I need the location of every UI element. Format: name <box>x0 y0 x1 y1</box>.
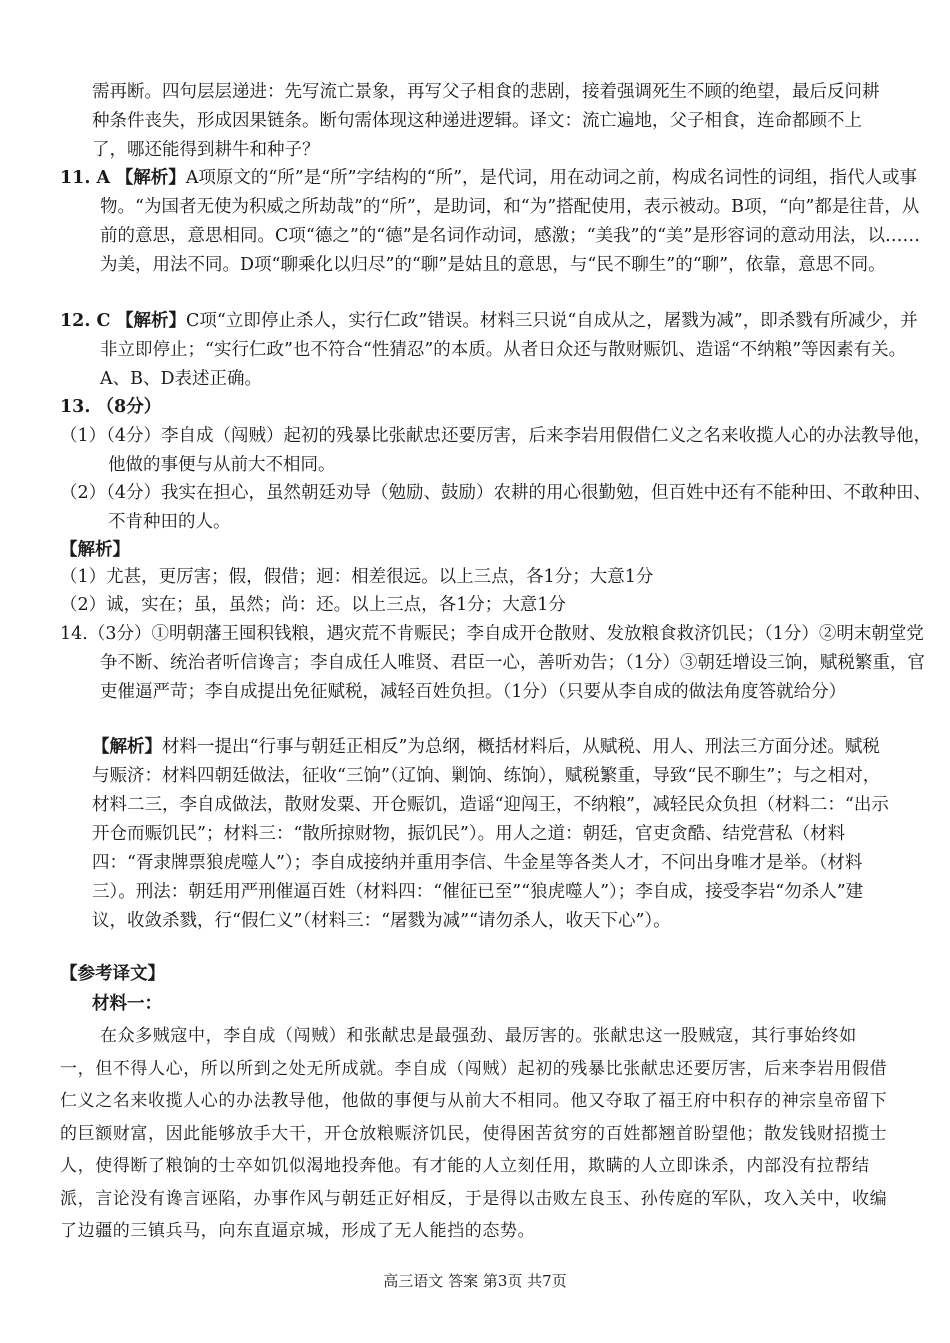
q11-number: 11. A <box>60 168 111 188</box>
q11-analysis: A项原文的“所”是“所”字结构的“所”，是代词，用在动词之前，构成名词性的词组，指代人或事物。“为国者无使为积威之所劫哉”的“所”，是助词，和“为”搭配使用，表示被动。B项，“向”都是往昔，从前的意思，意思相同。C项“德之”的“德”是名词作动词，感激；“美我”的“美”是形容词的意动用法，以……为美，用法不同。D项“聊乘化以归尽”的“聊”是姑且的意思，与“民不聊生”的“聊”，依靠，意思不同。 <box>100 168 920 275</box>
q14-analysis-tag: 【解析】 <box>92 737 162 757</box>
q12-number: 12. C <box>60 311 111 331</box>
q12-answer <box>60 307 930 394</box>
reference-translation-tag: 【参考译文】 <box>60 964 165 984</box>
material-1-heading: 材料一： <box>92 994 162 1014</box>
q14-answer: 14.（3分）①明朝藩王囤积钱粮，遇灾荒不肯赈民；李自成开仓散财、发放粮食救济饥民；（1分）②明末朝堂党争不断、统治者听信谗言；李自成任人唯贤、君臣一心，善听劝告；（1分）③朝廷增设三饷，赋税繁重，官吏催逼严苛；李自成提出免征赋税，减轻百姓负担。（1分）（只要从李自成的做法角度答就给分） <box>60 624 925 702</box>
q13-answer-1: （1）（4分）李自成（闯贼）起初的残暴比张献忠还要厉害，后来李岩用假借仁义之名来收揽人心的办法教导他，他做的事便与从前大不相同。 <box>60 426 932 475</box>
q12-analysis: C项“立即停止杀人，实行仁政”错误。材料三只说“自成从之，屠戮为减”，即杀戮有所减少，并非立即停止；“实行仁政”也不符合“性猜忍”的本质。从者日众还与散财赈饥、造谣“不纳粮”等因素有关。A、B、D表述正确。 <box>100 311 918 389</box>
q10-continuation: 需再断。四句层层递进：先写流亡景象，再写父子相食的悲剧，接着强调死生不顾的绝望，最后反问耕种条件丧失，形成因果链条。断句需体现这种递进逻辑。译文：流亡遍地，父子相食，连命都顾不上了，哪还能得到耕牛和种子？ <box>92 82 880 160</box>
q12-analysis-tag: 【解析】 <box>116 311 187 331</box>
q13-heading: 13. （8分） <box>60 397 162 417</box>
material-1-translation: 在众多贼寇中，李自成（闯贼）和张献忠是最强劲、最厉害的。张献忠这一股贼寇，其行事始终如一，但不得人心，所以所到之处无所成就。李自成（闯贼）起初的残暴比张献忠还要厉害，后来李岩用假借仁义之名来收揽人心的办法教导他，他做的事便与从前大不相同。他又夺取了福王府中积存的神宗皇帝留下的巨额财富，因此能够放手大干，开仓放粮赈济饥民，使得困苦贫穷的百姓都翘首盼望他；散发钱财招揽士人，使得断了粮饷的士卒如饥似渴地投奔他。有才能的人立刻任用，欺瞒的人立即诛杀，内部没有拉帮结派，言论没有谗言诬陷，办事作风与朝廷正好相反，于是得以击败左良玉、孙传庭的军队，攻入关中，收编了边疆的三镇兵马，向东直逼京城，形成了无人能挡的态势。 <box>60 1026 888 1241</box>
q14-explanation: 材料一提出“行事与朝廷正相反”为总纲，概括材料后，从赋税、用人、刑法三方面分述。赋税与赈济：材料四朝廷做法，征收“三饷”（辽饷、剿饷、练饷），赋税繁重，导致“民不聊生”；与之相对，材料二三，李自成做法，散财发粟、开仓赈饥，造谣“迎闯王，不纳粮”，减轻民众负担（材料二：“出示开仓而赈饥民”；材料三：“散所掠财物，振饥民”）。用人之道：朝廷，官吏贪酷、结党营私（材料四：“胥隶牌票狼虎噬人”）；李自成接纳并重用李信、牛金星等各类人才，不问出身唯才是举。（材料三）。刑法：朝廷用严刑催逼百姓（材料四：“催征已至”“狼虎噬人”）；李自成，接受李岩“勿杀人”建议，收敛杀戮，行“假仁义”（材料三：“屠戮为减”“请勿杀人，收天下心”）。 <box>92 737 889 931</box>
q13-explanation-2: （2）诚，实在；虽，虽然；尚：还。以上三点，各1分；大意1分 <box>60 595 566 615</box>
q11-answer <box>60 164 930 280</box>
q11-analysis-tag: 【解析】 <box>115 168 186 188</box>
q14-analysis <box>60 733 890 936</box>
q13-explanation-1: （1）尤甚，更厉害；假，假借；迥：相差很远。以上三点，各1分；大意1分 <box>60 567 654 587</box>
q13-analysis-tag: 【解析】 <box>60 540 130 560</box>
page-footer: 高三语文 答案 第3页 共7页 <box>383 1272 567 1290</box>
q13-answer-2: （2）（4分）我实在担心，虽然朝廷劝导（勉励、鼓励）农耕的用心很勤勉，但百姓中还有不能种田、不敢种田、不肯种田的人。 <box>60 483 932 532</box>
